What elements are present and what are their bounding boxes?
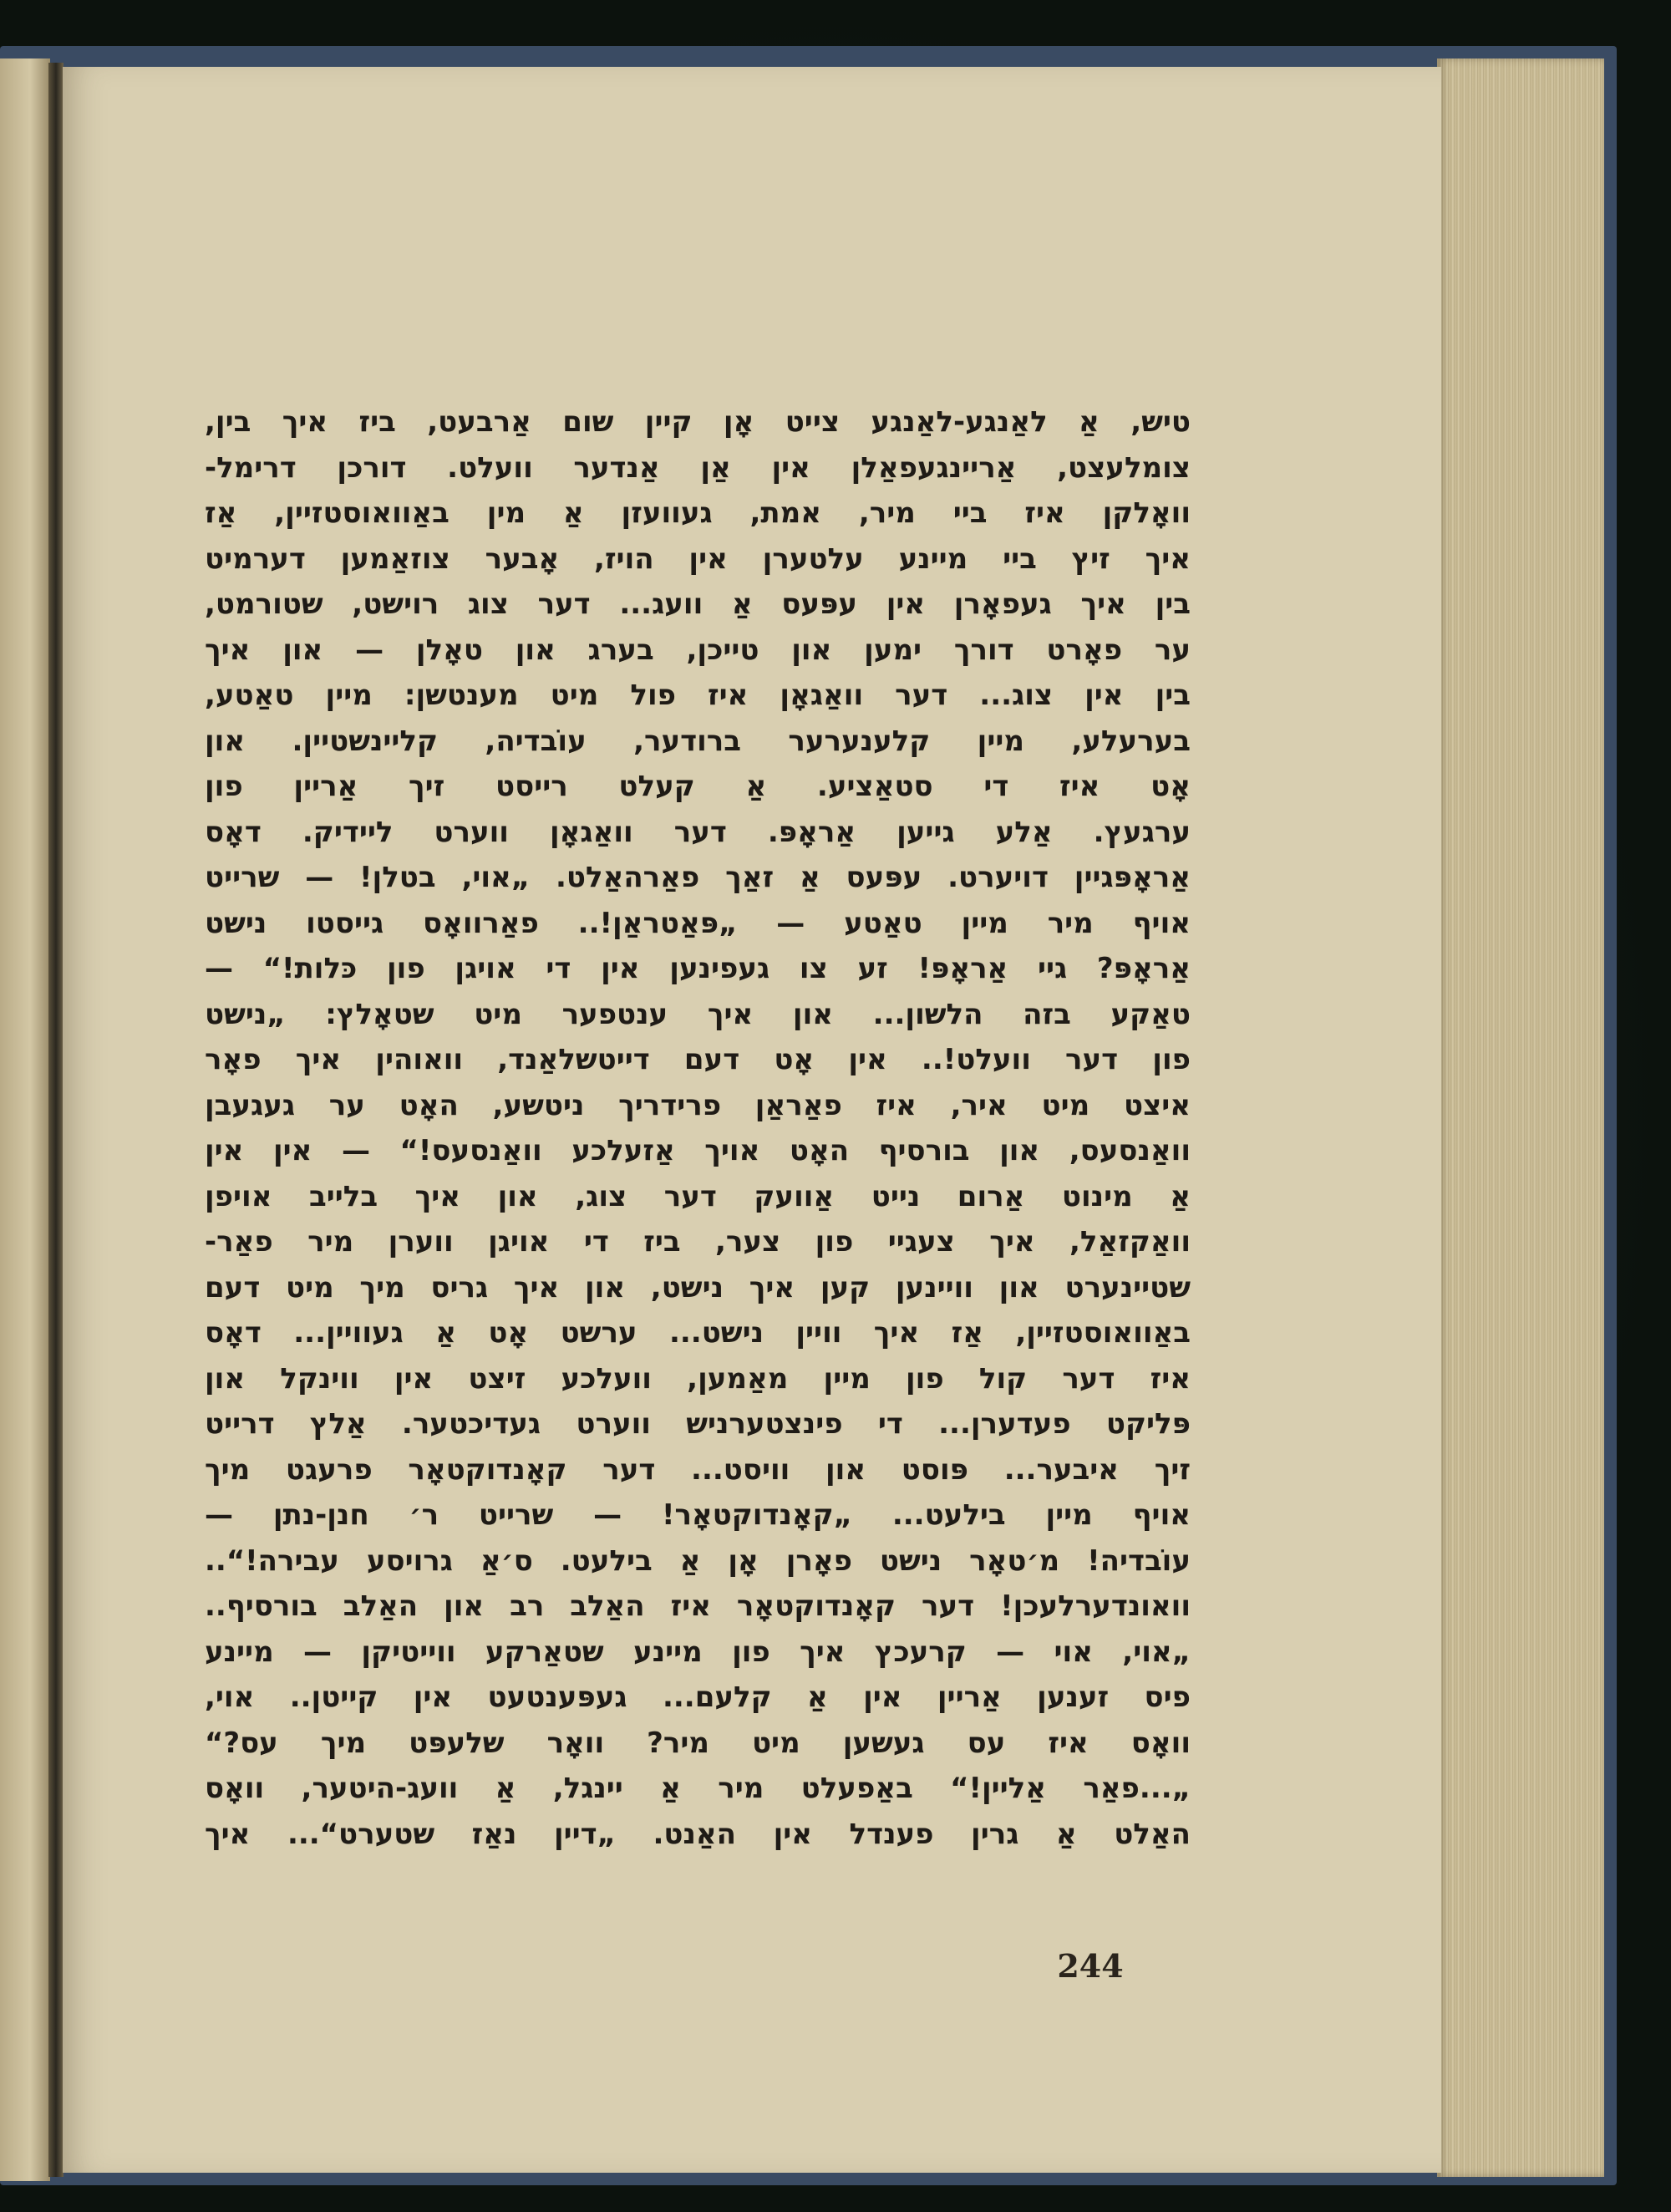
text-line: וואַקזאַל, איך צעגיי פון צער, ביז די אויגן ווערן מיר פאַר- (205, 1225, 1191, 1259)
left-page-edge (0, 58, 50, 2181)
book-gutter (48, 63, 63, 2177)
text-line: עוֹבדיה! מ׳טאָר נישט פאָרן אָן אַ בילעט. ס׳אַ גרויסע עבירה!“.. (205, 1543, 1191, 1578)
text-line: טיש, אַ לאַנגע-לאַנגע צייט אָן קיין שום אַרבעט, ביז איך בין, (205, 405, 1191, 439)
text-line: פון דער וועלט!.. אין אָט דעם דייטשלאַנד, וואוהין איך פאָר (205, 1043, 1191, 1076)
text-line: בין איך געפאָרן אין עפּעס אַ וועג... דער צוג רוישט, שטורמט, (205, 587, 1191, 621)
text-line: פיס זענען אַריין אין אַ קלעם... געפּענטעט אין קייטן.. אוי, (205, 1681, 1191, 1714)
page-text (205, 399, 1191, 1857)
text-line: איז דער קול פון מיין מאַמען, וועלכע זיצט אין ווינקל און (205, 1361, 1191, 1396)
text-line: אויף מיין בילעט... „קאָנדוקטאָר! — שרייט ר׳ חנן-נתן — (205, 1498, 1191, 1532)
text-line: טאַקע בזה הלשון... און איך ענטפער מיט שטאָלץ: „נישט (205, 997, 1191, 1031)
text-line: שטיינערט און וויינען קען איך נישט, און איך גריס מיך מיט דעם (205, 1270, 1191, 1304)
text-line: אַראָפּ? גיי אַראָפּ! זע צו געפינען אין די אויגן פון כּלות!“ — (205, 952, 1191, 985)
text-line: זיך איבער... פּוסט און וויסט... דער קאָנדוקטאָר פרעגט מיך (205, 1452, 1191, 1487)
text-line: האַלט אַ גרין פענדל אין האַנט. „דיין נאַז שטערט“... איך (205, 1817, 1191, 1851)
text-line: וואַנסעס, און בורסיף האָט אויך אַזעלכע וואַנסעס!“ — אין אין (205, 1134, 1191, 1167)
text-line: באַוואוסטזיין, אַז איך וויין נישט... ערשט אָט אַ געוויין... דאָס (205, 1316, 1191, 1350)
text-line: פּליקט פעדערן... די פינצטערניש ווערט געדיכטער. אַלץ דרייט (205, 1407, 1191, 1441)
text-line: צומלעצט, אַריינגעפאַלן אין אַן אַנדער וועלט. דורכן דרימל- (205, 450, 1191, 485)
text-line: בין אין צוג... דער וואַגאָן איז פול מיט מענטשן: מיין טאַטע, (205, 679, 1191, 712)
text-line: „אוי, אוי — קרעכץ איך פון מיינע שטאַרקע ווייטיקן — מיינע (205, 1635, 1191, 1669)
page-number: 244 (1057, 1947, 1124, 1985)
page-stack-edges (1437, 58, 1604, 2177)
text-line: אָט איז די סטאַציע. אַ קעלט רייסט זיך אַריין פון (205, 770, 1191, 803)
text-line: ער פאָרט דורך ימען און טייכן, בערג און טאָלן — און איך (205, 633, 1191, 667)
text-line: איך זיץ ביי מיינע עלטערן אין הויז, אָבער צוזאַמען דערמיט (205, 542, 1191, 576)
text-line: ערגעץ. אַלע גייען אַראָפּ. דער וואַגאָן ווערט ליידיק. דאָס (205, 815, 1191, 849)
text-line: איצט מיט איר, איז פאַראַן פרידריך ניטשע, האָט ער געגעבן (205, 1088, 1191, 1122)
text-line: אויף מיר מיין טאַטע — „פּאַטראַן!.. פאַרוואָס גייסטו נישט (205, 906, 1191, 940)
text-line: אַ מינוט אַרום נייט אַוועק דער צוג, און איך בלייב אויפן (205, 1179, 1191, 1213)
text-line: וואָס איז עס געשען מיט מיר? וואָר שלעפּט מיך עס?“ (205, 1726, 1191, 1760)
text-line: בערעלע, מיין קלענערער ברודער, עוֹבדיה, קליינשטיין. און (205, 724, 1191, 758)
text-line: „...פאַר אַליין!“ באַפעלט מיר אַ יינגל, אַ וועג-היטער, וואָס (205, 1772, 1191, 1805)
text-line: וואָלקן איז ביי מיר, אמת, געוועזן אַ מין באַוואוסטזיין, אַז (205, 496, 1191, 530)
text-line: אַראָפּגיין דויערט. עפּעס אַ זאַך פאַרהאַלט. „אוי, בטלן! — שרייט (205, 861, 1191, 894)
text-line: וואונדערלעכן! דער קאָנדוקטאָר איז האַלב רב און האַלב בורסיף.. (205, 1589, 1191, 1623)
